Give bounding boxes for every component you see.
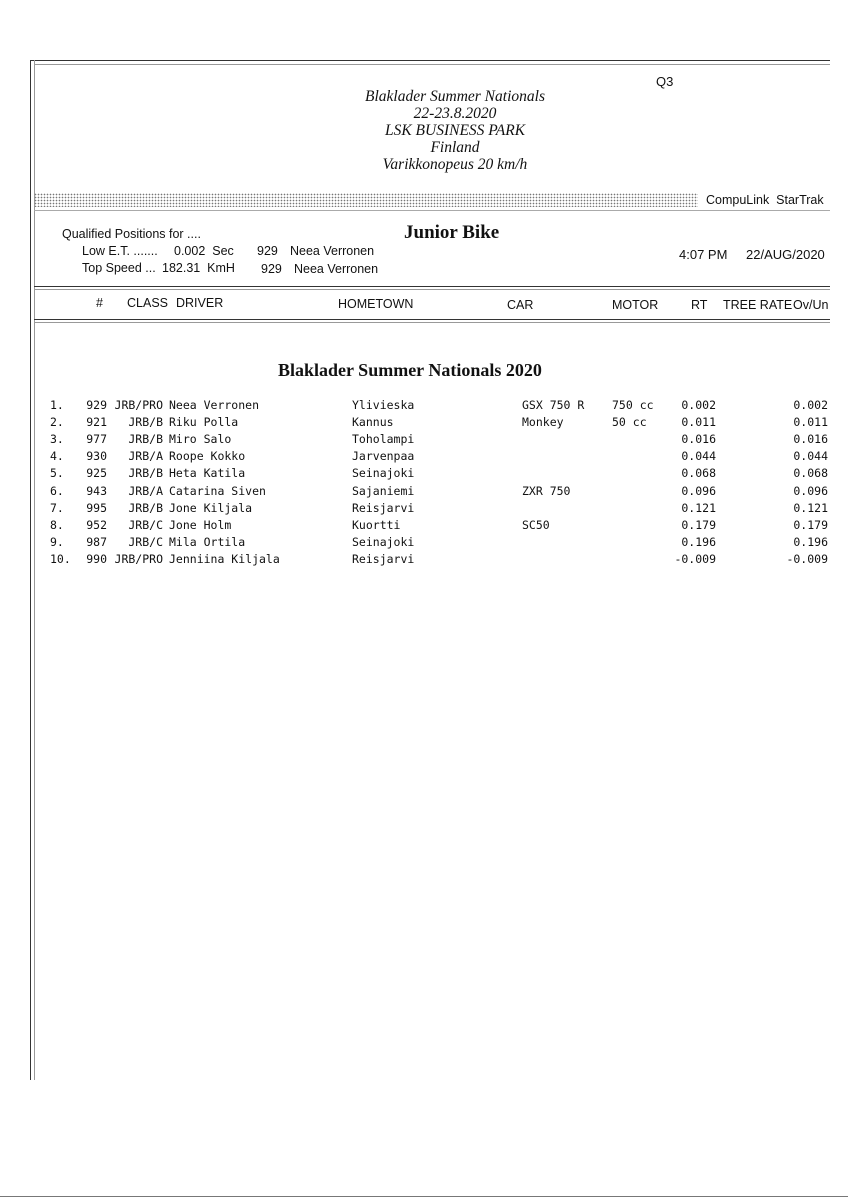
cell-number: 921 — [86, 415, 107, 430]
table-row — [0, 466, 848, 483]
cell-rt: 0.016 — [681, 432, 716, 447]
cell-number: 925 — [86, 466, 107, 481]
cell-hometown: Ylivieska — [352, 398, 415, 412]
cell-hometown: Reisjarvi — [352, 551, 415, 566]
cell-ov-un: 0.196 — [793, 534, 828, 549]
cell-rt: 0.044 — [681, 449, 716, 464]
cell-class: JRB/C — [128, 534, 163, 549]
cell-ov-un: 0.016 — [793, 432, 828, 447]
cell-number: 929 — [86, 398, 107, 412]
event-venue: LSK BUSINESS PARK — [384, 122, 526, 139]
cell-driver: Heta Katila — [169, 466, 246, 481]
cell-motor: 750 cc — [612, 398, 654, 412]
cell-position: 1. — [50, 398, 64, 412]
cell-hometown: Kannus — [352, 415, 394, 430]
cell-rt: 0.002 — [681, 398, 716, 412]
class-title: Junior Bike — [404, 222, 500, 243]
dotted-bar — [34, 193, 698, 207]
low-et-value: 0.002 Sec — [174, 244, 234, 258]
left-border — [30, 60, 31, 1080]
cell-ov-un: 0.179 — [793, 517, 828, 532]
cell-class: JRB/A — [128, 483, 163, 498]
header-rule-top2 — [34, 289, 830, 290]
cell-car: GSX 750 R — [522, 398, 585, 412]
top-speed-value: 182.31 KmH — [162, 261, 235, 275]
cell-class: JRB/B — [128, 415, 163, 430]
cell-driver: Roope Kokko — [169, 449, 246, 464]
col-tree-rate: TREE RATE — [723, 298, 793, 312]
cell-position: 6. — [50, 483, 64, 498]
cell-rt: -0.009 — [674, 551, 716, 566]
qualified-label: Qualified Positions for .... — [62, 227, 201, 241]
col-hash: # — [96, 296, 103, 310]
cell-rt: 0.121 — [681, 500, 716, 515]
cell-rt: 0.068 — [681, 466, 716, 481]
table-row — [0, 398, 848, 415]
cell-hometown: Reisjarvi — [352, 500, 415, 515]
cell-car: ZXR 750 — [522, 483, 571, 498]
event-note: Varikkonopeus 20 km/h — [382, 156, 528, 173]
col-motor: MOTOR — [612, 298, 659, 312]
event-country: Finland — [430, 139, 480, 156]
low-et-driver: Neea Verronen — [290, 244, 375, 258]
qualifier-label: Q3 — [656, 74, 674, 89]
col-rt: RT — [691, 298, 708, 312]
cell-driver: Mila Ortila — [169, 534, 246, 549]
cell-ov-un: 0.068 — [793, 466, 828, 481]
header-rule-bottom2 — [34, 322, 830, 323]
low-et-label: Low E.T. ....... — [82, 244, 158, 258]
cell-rt: 0.011 — [681, 415, 716, 430]
cell-driver: Catarina Siven — [169, 483, 266, 498]
col-car: CAR — [507, 298, 534, 312]
low-et-number: 929 — [257, 244, 278, 258]
cell-class: JRB/C — [128, 517, 163, 532]
cell-hometown: Toholampi — [352, 432, 415, 447]
table-row — [0, 518, 848, 535]
vendor-rule — [34, 210, 830, 211]
cell-driver: Jone Kiljala — [169, 500, 253, 515]
table-row — [0, 432, 848, 449]
table-row — [0, 552, 848, 569]
cell-class: JRB/PRO — [114, 398, 163, 412]
cell-hometown: Sajaniemi — [352, 483, 415, 498]
cell-number: 943 — [86, 483, 107, 498]
cell-driver: Jone Holm — [169, 517, 232, 532]
cell-ov-un: -0.009 — [786, 551, 828, 566]
table-row — [0, 501, 848, 518]
bottom-rule — [0, 1196, 848, 1197]
cell-number: 990 — [86, 551, 107, 566]
cell-hometown: Seinajoki — [352, 466, 415, 481]
cell-position: 10. — [50, 551, 71, 566]
report-time: 4:07 PM — [679, 247, 728, 262]
cell-ov-un: 0.096 — [793, 483, 828, 498]
cell-class: JRB/A — [128, 449, 163, 464]
cell-number: 995 — [86, 500, 107, 515]
cell-position: 9. — [50, 534, 64, 549]
cell-ov-un: 0.121 — [793, 500, 828, 515]
event-title: Blaklader Summer Nationals — [365, 88, 545, 105]
cell-position: 4. — [50, 449, 64, 464]
table-row — [0, 415, 848, 432]
cell-rt: 0.096 — [681, 483, 716, 498]
top-border — [30, 60, 830, 61]
header-rule-top — [34, 286, 830, 287]
report-date: 22/AUG/2020 — [746, 247, 825, 262]
cell-class: JRB/B — [128, 500, 163, 515]
cell-hometown: Kuortti — [352, 517, 401, 532]
cell-number: 987 — [86, 534, 107, 549]
vendor-label: CompuLink StarTrak — [706, 193, 824, 207]
cell-driver: Miro Salo — [169, 432, 232, 447]
cell-number: 977 — [86, 432, 107, 447]
cell-position: 3. — [50, 432, 64, 447]
cell-number: 930 — [86, 449, 107, 464]
cell-ov-un: 0.044 — [793, 449, 828, 464]
col-hometown: HOMETOWN — [338, 297, 414, 311]
cell-position: 5. — [50, 466, 64, 481]
cell-ov-un: 0.011 — [793, 415, 828, 430]
cell-rt: 0.179 — [681, 517, 716, 532]
event-dates: 22-23.8.2020 — [413, 105, 497, 122]
col-class: CLASS — [127, 296, 168, 310]
cell-car: Monkey — [522, 415, 564, 430]
cell-position: 2. — [50, 415, 64, 430]
table-row — [0, 449, 848, 466]
cell-class: JRB/B — [128, 432, 163, 447]
top-speed-label: Top Speed ... — [82, 261, 156, 275]
cell-rt: 0.196 — [681, 534, 716, 549]
cell-position: 8. — [50, 517, 64, 532]
section-title: Blaklader Summer Nationals 2020 — [278, 360, 542, 380]
table-row — [0, 484, 848, 501]
cell-driver: Neea Verronen — [169, 398, 260, 412]
cell-motor: 50 cc — [612, 415, 647, 430]
cell-ov-un: 0.002 — [793, 398, 828, 412]
cell-driver: Jenniina Kiljala — [169, 551, 280, 566]
cell-driver: Riku Polla — [169, 415, 239, 430]
cell-hometown: Jarvenpaa — [352, 449, 415, 464]
cell-hometown: Seinajoki — [352, 534, 415, 549]
cell-class: JRB/PRO — [114, 551, 163, 566]
col-driver: DRIVER — [176, 296, 224, 310]
col-ov-un: Ov/Un — [793, 298, 829, 312]
cell-car: SC50 — [522, 517, 550, 532]
cell-number: 952 — [86, 517, 107, 532]
top-speed-driver: Neea Verronen — [294, 262, 379, 276]
header-rule-bottom — [34, 319, 830, 320]
cell-position: 7. — [50, 500, 64, 515]
top-speed-number: 929 — [261, 262, 282, 276]
top-border-inner — [34, 64, 830, 65]
cell-class: JRB/B — [128, 466, 163, 481]
table-row — [0, 535, 848, 552]
left-border-inner — [34, 60, 35, 1080]
